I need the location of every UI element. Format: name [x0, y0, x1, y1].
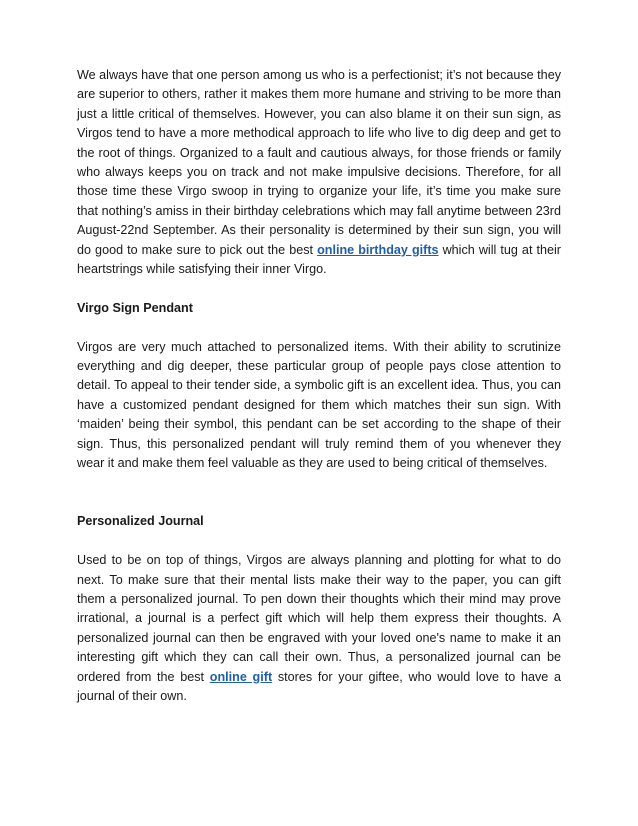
online-gift-link[interactable]: online gift: [209, 669, 273, 684]
journal-text-start: Used to be on top of things, Virgos are always planning and plotting for what to do next. To make sure that their mental lists make their way to the paper, you can gift them a personalized journal. To pen down their thoughts which their mind may prove irrational, a journal is a perfect gift which will help them express their thoughts. A personalized journal can then be engraved with your loved one's name to make it an interesting gift which they can call their own. Thus, a personalized journal can be ordered from the best: [77, 553, 561, 684]
spacer: [77, 318, 561, 337]
spacer: [77, 532, 561, 551]
journal-paragraph: [77, 551, 561, 706]
document-page: [77, 66, 561, 706]
pendant-heading: Virgo Sign Pendant: [77, 300, 193, 315]
intro-text-end: which will tug at their heartstrings while satisfying their inner Virgo.: [77, 242, 561, 277]
pendant-paragraph: Virgos are very much attached to personalized items. With their ability to scrutinize everything and dig deeper, these particular group of people pays close attention to detail. To appeal to their tender side, a symbolic gift is an excellent idea. Thus, you can have a customized pendant designed for them which matches their sun sign. With ‘maiden’ being their symbol, this pendant can be set according to the shape of their sign. Thus, this personalized pendant will truly remind them of you whenever they wear it and make them feel valuable as they are used to being critical of themselves.: [77, 339, 561, 471]
journal-heading: Personalized Journal: [77, 514, 204, 529]
journal-text-end: stores for your giftee, who would love to have a journal of their own.: [77, 669, 561, 703]
spacer: [77, 474, 561, 513]
online-birthday-gifts-link[interactable]: online birthday gifts: [317, 242, 439, 257]
intro-paragraph: [77, 66, 561, 279]
intro-text-start: We always have that one person among us who is a perfectionist; it’s not because they are superior to others, rather it makes them more humane and striving to be more than just a little critical of themselves. However, you can also blame it on their sun sign, as Virgos tend to have a more methodical approach to life who live to dig deep and get to the root of things. Organized to a fault and cautious always, for those friends or family who always keeps you on track and not make impulsive decisions. Therefore, for all those time these Virgo swoop in trying to organize your life, it’s time you make sure that nothing’s amiss in their birthday celebrations which may fall anytime between 23rd August-22nd September. As their personality is determined by their sun sign, you will do good to make sure to pick out the best: [77, 68, 561, 257]
spacer: [77, 279, 561, 298]
